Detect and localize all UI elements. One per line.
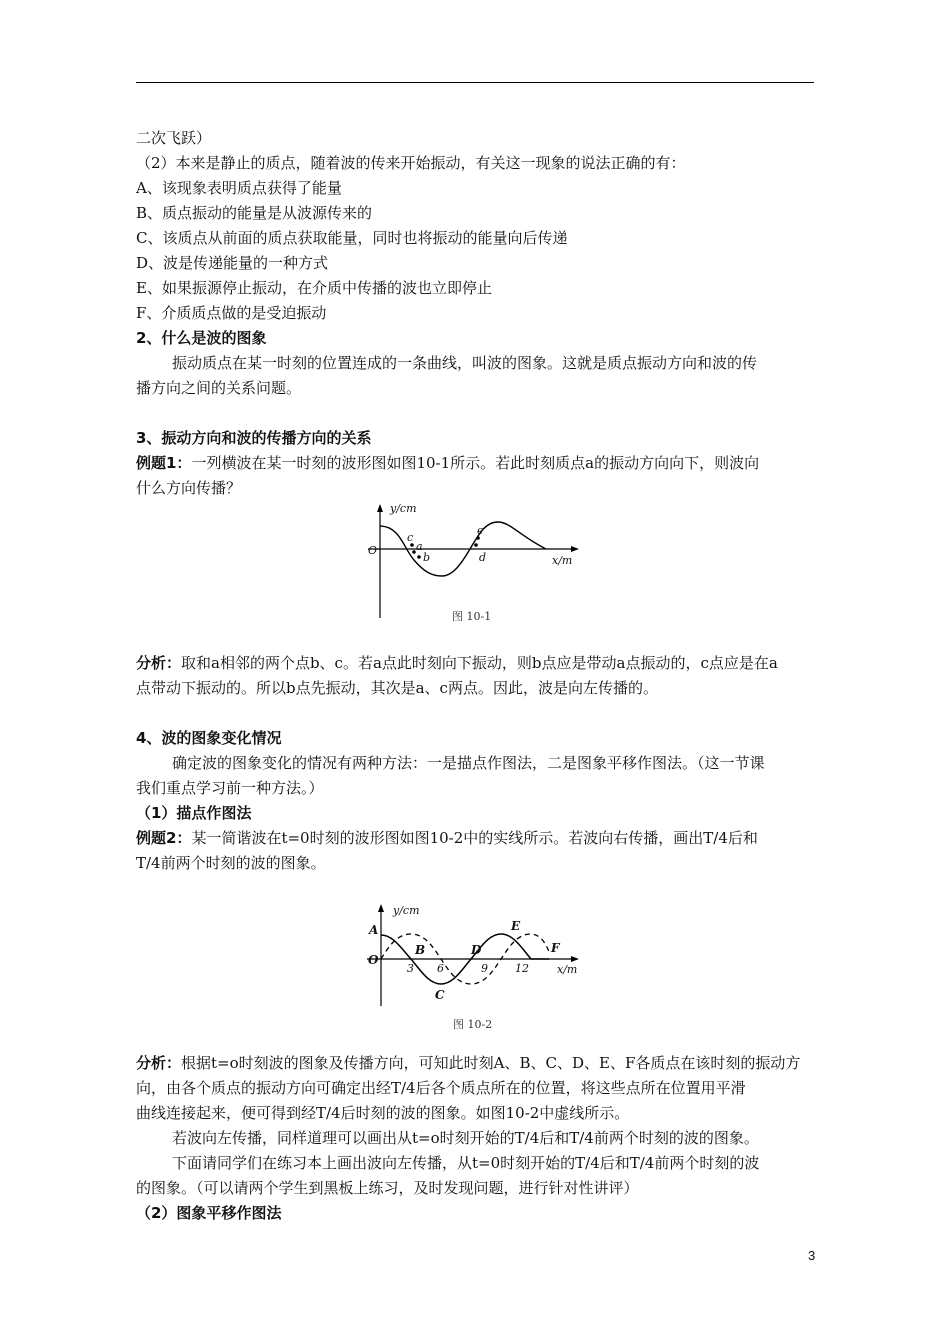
option-e: E、如果振源停止振动，在介质中传播的波也立即停止 — [136, 279, 492, 297]
label-e: e — [477, 524, 484, 537]
label-A: A — [369, 923, 379, 937]
analysis-1-text-cont: 点带动下振动的。所以b点先振动，其次是a、c两点。因此，波是向左传播的。 — [136, 679, 658, 697]
label-C: C — [435, 988, 445, 1002]
x-axis-arrow — [571, 956, 579, 962]
point-d — [474, 543, 478, 547]
subheading-method-2: （2）图象平移作图法 — [136, 1204, 282, 1222]
label-b: b — [423, 551, 431, 564]
y-axis-arrow — [377, 504, 383, 512]
page-number: 3 — [808, 1248, 816, 1263]
option-b: B、质点振动的能量是从波源传来的 — [136, 204, 373, 222]
paragraph-text: 若波向左传播，同样道理可以画出从t=o时刻开始的T/4后和T/4前两个时刻的波的图象。 — [172, 1129, 759, 1147]
paragraph-text: 振动质点在某一时刻的位置连成的一条曲线，叫波的图象。这就是质点振动方向和波的传 — [172, 354, 758, 372]
example-label: 例题2： — [136, 829, 192, 847]
analysis-text: 根据t=o时刻波的图象及传播方向，可知此时刻A、B、C、D、E、F各质点在该时刻的振动方 — [181, 1054, 801, 1072]
origin-label: O — [368, 544, 378, 557]
label-E: E — [511, 919, 521, 933]
analysis-2-text-cont: 曲线连接起来，便可得到经T/4后时刻的波的图象。如图10-2中虚线所示。 — [136, 1104, 630, 1122]
x-axis-label: x/m — [557, 963, 578, 976]
example-2-text-cont: T/4前两个时刻的波的图象。 — [136, 854, 326, 872]
paragraph-text: 确定波的图象变化的情况有两种方法：一是描点作图法，二是图象平移作图法。（这一节课 — [172, 754, 765, 772]
analysis-text: 取和a相邻的两个点b、c。若a点此时刻向下振动，则b点应是带动a点振动的，c点应是在a — [181, 654, 778, 672]
option-c: C、该质点从前面的质点获取能量，同时也将振动的能量向后传递 — [136, 229, 568, 247]
tick-6: 6 — [437, 962, 444, 975]
section-heading-3: 3、振动方向和波的传播方向的关系 — [136, 429, 372, 447]
x-axis-arrow — [571, 546, 579, 552]
figure-caption: 图 10-2 — [453, 1018, 493, 1031]
figure-10-1 — [360, 500, 590, 630]
example-2-text — [136, 828, 758, 848]
y-axis-label: y/cm — [390, 502, 417, 515]
point-b — [417, 555, 421, 559]
subheading-method-1: （1）描点作图法 — [136, 804, 252, 822]
text-line: 二次飞跃） — [136, 129, 212, 147]
example-label: 例题1： — [136, 454, 192, 472]
figure-10-2 — [335, 900, 595, 1040]
section-heading-2: 2、什么是波的图象 — [136, 329, 267, 347]
analysis-2-text — [136, 1053, 800, 1073]
example-text: 某一简谐波在t=0时刻的波形图如图10-2中的实线所示。若波向右传播，画出T/4后和 — [191, 829, 758, 847]
analysis-label: 分析： — [136, 654, 182, 672]
origin-label: O — [368, 953, 379, 967]
example-1-text-cont: 什么方向传播？ — [136, 479, 242, 497]
example-text: 一列横波在某一时刻的波形图如图10-1所示。若此时刻质点a的振动方向向下，则波向 — [191, 454, 760, 472]
paragraph-text: 下面请同学们在练习本上画出波向左传播，从t=0时刻开始的T/4后和T/4前两个时刻的波 — [172, 1154, 760, 1172]
option-d: D、波是传递能量的一种方式 — [136, 254, 329, 272]
section-heading-4: 4、波的图象变化情况 — [136, 729, 282, 747]
label-d: d — [479, 551, 487, 564]
tick-9: 9 — [481, 962, 488, 975]
paragraph-text: 我们重点学习前一种方法。） — [136, 779, 324, 797]
y-axis-label: y/cm — [393, 904, 420, 917]
option-a: A、该现象表明质点获得了能量 — [136, 179, 342, 197]
example-1-text — [136, 453, 759, 473]
tick-3: 3 — [407, 962, 414, 975]
label-a: a — [416, 540, 423, 553]
paragraph-text: 播方向之间的关系问题。 — [136, 379, 302, 397]
option-f: F、介质质点做的是受迫振动 — [136, 304, 327, 322]
figure-caption: 图 10-1 — [452, 610, 492, 623]
label-D: D — [471, 943, 482, 957]
analysis-1-text — [136, 653, 778, 673]
analysis-label: 分析： — [136, 1054, 182, 1072]
label-F: F — [551, 941, 560, 955]
y-axis-arrow — [378, 904, 384, 912]
header-rule — [136, 82, 814, 83]
analysis-2-text-cont: 向，由各个质点的振动方向可确定出经T/4后各个质点所在的位置，将这些点所在位置用平滑 — [136, 1079, 746, 1097]
label-c: c — [407, 531, 414, 544]
paragraph-text: 的图象。（可以请两个学生到黑板上练习，及时发现问题，进行针对性讲评） — [136, 1179, 639, 1197]
question-text: （2）本来是静止的质点，随着波的传来开始振动，有关这一现象的说法正确的有： — [136, 154, 686, 172]
x-axis-label: x/m — [552, 554, 573, 567]
label-B: B — [415, 943, 426, 957]
tick-12: 12 — [515, 962, 529, 975]
